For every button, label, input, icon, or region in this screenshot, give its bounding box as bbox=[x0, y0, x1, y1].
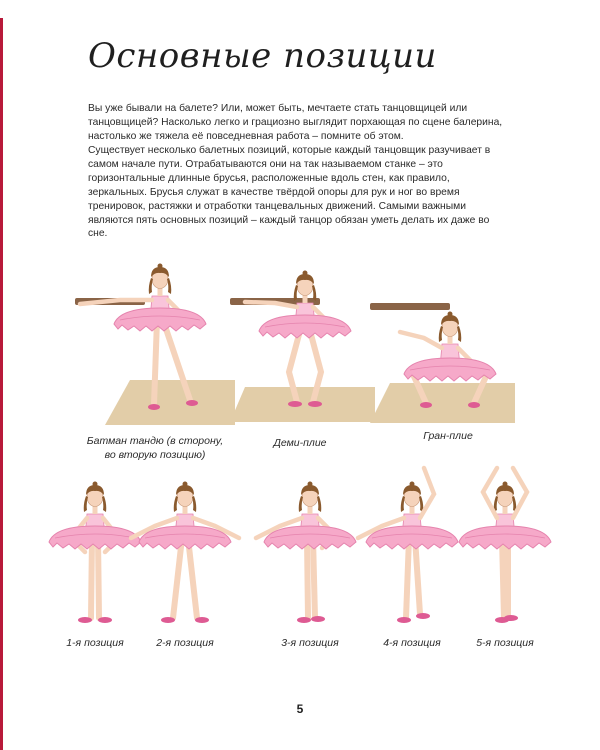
fifth-position-illustration bbox=[455, 458, 555, 628]
caption-demi-plie: Деми-плие bbox=[273, 437, 327, 449]
second-position-illustration bbox=[125, 478, 245, 628]
caption-position-3: 3-я позиция bbox=[281, 637, 339, 649]
page-title: Основные позиции bbox=[88, 36, 437, 76]
intro-paragraph-1: Вы уже бывали на балете? Или, может быть, мечтаете стать танцовщицей или танцовщицей? Насколько легко и грациозно выглядит порхающая по сцене балерина, настолько же тяжела её повседневная работа – помните об этом. bbox=[88, 103, 503, 142]
grand-plie-illustration bbox=[365, 283, 515, 428]
battement-tendu-illustration bbox=[70, 240, 240, 430]
caption-battement-tendu-line2: во вторую позицию) bbox=[104, 449, 206, 461]
caption-position-5: 5-я позиция bbox=[476, 637, 534, 649]
caption-position-4: 4-я позиция bbox=[383, 637, 441, 649]
caption-position-2: 2-я позиция bbox=[156, 637, 214, 649]
intro-paragraph-2: Существует несколько балетных позиций, которые каждый танцовщик разучивает в самом начале пути. Отрабатываются они на так называемом станке – это горизонтальные длинные брусья, расположенные вдоль стен, как правило, зеркальных. Брусья служат в качестве твёрдой опоры для рук и ног во время тренировок, растяжки и отработки танцевальных движений. Самыми важными являются пять основных позиций – каждый танцор обязан уметь делать их даже во сне. bbox=[88, 145, 491, 240]
demi-plie-illustration bbox=[225, 262, 375, 427]
accent-line bbox=[0, 18, 3, 750]
caption-position-1: 1-я позиция bbox=[66, 637, 124, 649]
page-number: 5 bbox=[296, 702, 304, 716]
caption-grand-plie: Гран-плие bbox=[423, 430, 473, 442]
caption-battement-tendu-line1: Батман тандю (в сторону, bbox=[86, 435, 224, 447]
fourth-position-illustration bbox=[352, 458, 472, 628]
caption-battement-tendu bbox=[70, 434, 240, 462]
